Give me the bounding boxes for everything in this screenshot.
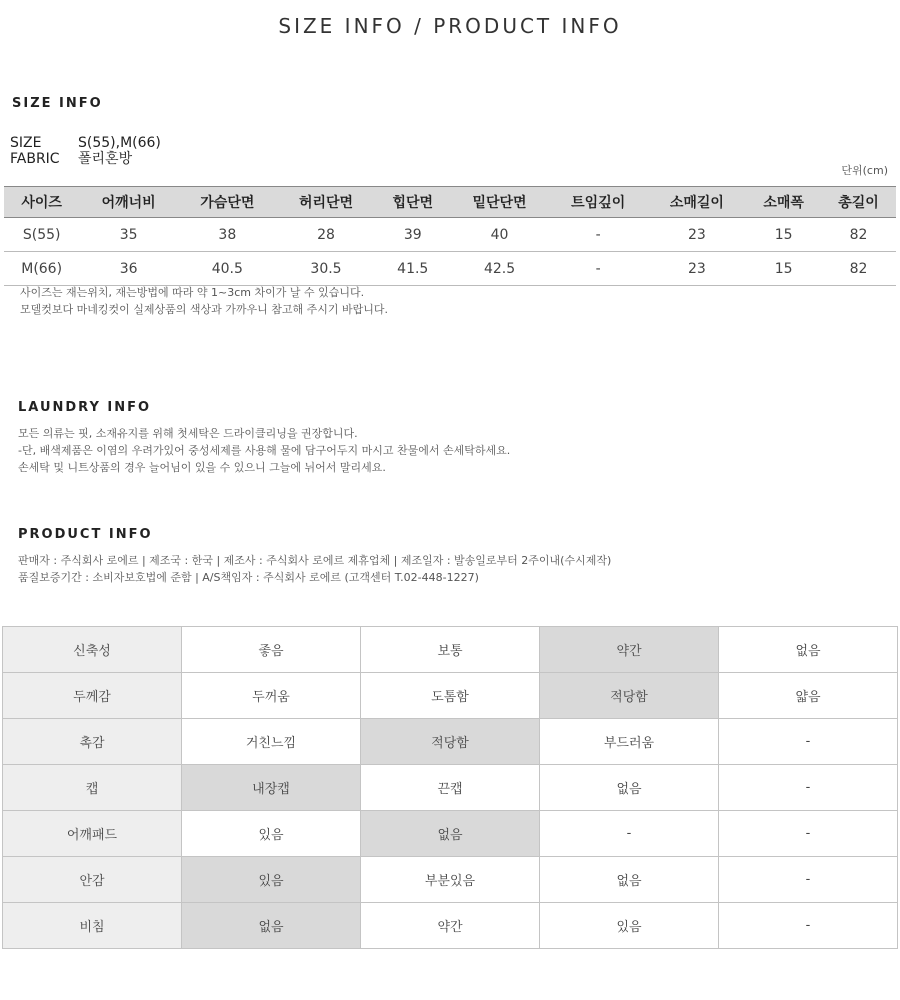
property-row xyxy=(3,811,898,857)
size-info-heading: SIZE INFO xyxy=(12,96,103,111)
size-note: 사이즈는 재는위치, 재는방법에 따라 약 1~3cm 차이가 날 수 있습니다. xyxy=(20,286,365,299)
size-column-header: 허리단면 xyxy=(277,187,376,218)
size-column-header: 소매길이 xyxy=(648,187,747,218)
size-cell: 23 xyxy=(648,218,747,252)
property-option: 부분있음 xyxy=(361,857,540,903)
property-row xyxy=(3,673,898,719)
size-cell: 82 xyxy=(821,252,896,286)
size-cell: 39 xyxy=(375,218,450,252)
property-option: 약간 xyxy=(361,903,540,949)
size-label: SIZE xyxy=(10,135,42,151)
size-table-header xyxy=(4,187,896,218)
product-line: 품질보증기간 : 소비자보호법에 준함 | A/S책임자 : 주식회사 로에르 (고객센터 T.02-448-1227) xyxy=(18,571,479,584)
property-option: - xyxy=(719,811,898,857)
fabric-label: FABRIC xyxy=(10,151,60,167)
property-name: 촉감 xyxy=(3,719,182,765)
size-column-header: 어깨너비 xyxy=(79,187,178,218)
size-cell: 41.5 xyxy=(375,252,450,286)
size-cell: 40 xyxy=(450,218,549,252)
property-option: 도톰함 xyxy=(361,673,540,719)
property-row xyxy=(3,857,898,903)
property-name: 어깨패드 xyxy=(3,811,182,857)
property-option-selected: 적당함 xyxy=(361,719,540,765)
size-column-header: 사이즈 xyxy=(4,187,79,218)
fabric-value: 폴리혼방 xyxy=(78,151,133,167)
property-option: 좋음 xyxy=(182,627,361,673)
property-option-selected: 없음 xyxy=(361,811,540,857)
property-option: 있음 xyxy=(540,903,719,949)
size-notes xyxy=(20,284,388,318)
property-option: - xyxy=(719,765,898,811)
size-cell: 23 xyxy=(648,252,747,286)
property-option: 두꺼움 xyxy=(182,673,361,719)
property-name: 두께감 xyxy=(3,673,182,719)
property-row xyxy=(3,765,898,811)
size-cell: M(66) xyxy=(4,252,79,286)
size-cell: 36 xyxy=(79,252,178,286)
size-cell: 35 xyxy=(79,218,178,252)
property-row xyxy=(3,903,898,949)
property-option: 있음 xyxy=(182,811,361,857)
size-value: S(55),M(66) xyxy=(78,135,161,151)
property-option-selected: 없음 xyxy=(182,903,361,949)
property-name: 안감 xyxy=(3,857,182,903)
property-table xyxy=(2,626,898,949)
laundry-line: -단, 배색제품은 이염의 우려가있어 중성세제를 사용해 물에 담구어두지 마시고 찬물에서 손세탁하세요. xyxy=(18,444,511,457)
size-cell: 40.5 xyxy=(178,252,277,286)
size-cell: 82 xyxy=(821,218,896,252)
size-column-header: 밑단단면 xyxy=(450,187,549,218)
property-option: 부드러움 xyxy=(540,719,719,765)
size-cell: - xyxy=(549,218,648,252)
laundry-line: 모든 의류는 핏, 소재유지를 위해 첫세탁은 드라이클리닝을 권장합니다. xyxy=(18,427,358,440)
property-option: 거친느낌 xyxy=(182,719,361,765)
property-option: - xyxy=(719,857,898,903)
property-option: - xyxy=(540,811,719,857)
table-row xyxy=(4,252,896,286)
property-option: - xyxy=(719,903,898,949)
size-column-header: 소매폭 xyxy=(746,187,821,218)
table-row xyxy=(4,218,896,252)
size-table xyxy=(4,186,896,286)
size-cell: 42.5 xyxy=(450,252,549,286)
size-column-header: 힙단면 xyxy=(375,187,450,218)
size-cell: 15 xyxy=(746,218,821,252)
size-cell: 38 xyxy=(178,218,277,252)
size-column-header: 가슴단면 xyxy=(178,187,277,218)
size-column-header: 총길이 xyxy=(821,187,896,218)
fabric-row xyxy=(10,151,132,167)
property-option: 없음 xyxy=(540,765,719,811)
property-option-selected: 있음 xyxy=(182,857,361,903)
property-name: 비침 xyxy=(3,903,182,949)
property-option-selected: 약간 xyxy=(540,627,719,673)
property-option: 없음 xyxy=(540,857,719,903)
laundry-info-heading: LAUNDRY INFO xyxy=(18,400,152,415)
product-lines xyxy=(18,552,611,586)
unit-label: 단위(cm) xyxy=(841,164,888,177)
property-name: 캡 xyxy=(3,765,182,811)
size-cell: - xyxy=(549,252,648,286)
size-cell: S(55) xyxy=(4,218,79,252)
property-option: 얇음 xyxy=(719,673,898,719)
property-name: 신축성 xyxy=(3,627,182,673)
property-row xyxy=(3,719,898,765)
size-cell: 15 xyxy=(746,252,821,286)
property-option: 없음 xyxy=(719,627,898,673)
property-option-selected: 내장캡 xyxy=(182,765,361,811)
size-row xyxy=(10,135,161,151)
product-line: 판매자 : 주식회사 로에르 | 제조국 : 한국 | 제조사 : 주식회사 로에르 제휴업체 | 제조일자 : 발송일로부터 2주이내(수시제작) xyxy=(18,554,612,567)
property-option: 보통 xyxy=(361,627,540,673)
size-cell: 28 xyxy=(277,218,376,252)
product-info-heading: PRODUCT INFO xyxy=(18,527,153,542)
size-column-header: 트임깊이 xyxy=(549,187,648,218)
size-note: 모델컷보다 마네킹컷이 실제상품의 색상과 가까우니 참고해 주시기 바랍니다. xyxy=(20,303,389,316)
property-option: - xyxy=(719,719,898,765)
property-option-selected: 적당함 xyxy=(540,673,719,719)
property-row xyxy=(3,627,898,673)
laundry-line: 손세탁 및 니트상품의 경우 늘어님이 있을 수 있으니 그늘에 뉘어서 말리세요. xyxy=(18,461,386,474)
size-cell: 30.5 xyxy=(277,252,376,286)
page-title: SIZE INFO / PRODUCT INFO xyxy=(278,14,622,38)
property-option: 끈캡 xyxy=(361,765,540,811)
laundry-lines xyxy=(18,425,510,476)
